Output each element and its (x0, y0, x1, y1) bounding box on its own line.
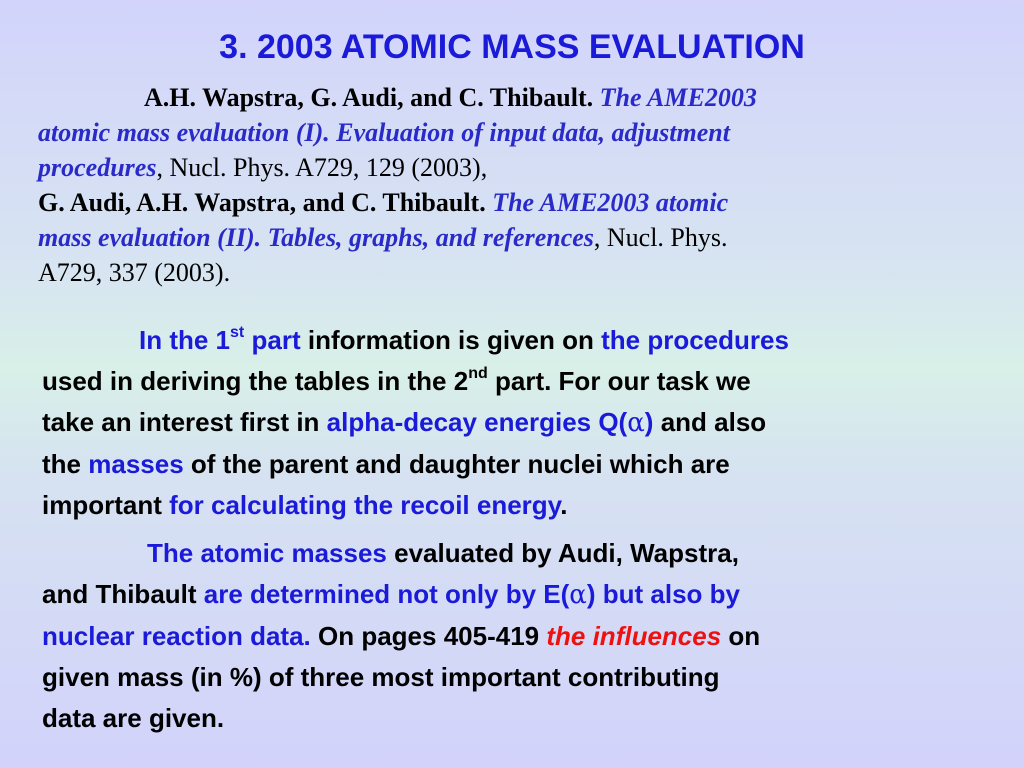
line2-text-b: part. For our task we (494, 366, 751, 396)
given-mass-text: given mass (in %) of three most important contributing (42, 662, 720, 692)
on-text: on (728, 621, 761, 651)
reference-1-end (38, 150, 978, 185)
para1-line-4 (42, 444, 1002, 485)
reference-2-end (38, 255, 978, 290)
superscript-nd: nd (468, 365, 488, 383)
line5-text-a: important (42, 490, 162, 520)
para2-line-5 (42, 698, 1002, 739)
para2-line-3 (42, 616, 1002, 657)
para2-line-1 (42, 533, 1002, 574)
ref2-authors: G. Audi, A.H. Wapstra, and C. Thibault. (38, 188, 486, 217)
ref2-journal-a: , Nucl. Phys. (593, 223, 728, 252)
info-text: information is given on (307, 325, 594, 355)
determined-text (204, 579, 740, 609)
paragraph-2 (42, 533, 1002, 739)
ref1-title-a: The AME2003 (599, 83, 757, 112)
paragraph-1 (42, 320, 1002, 526)
pages-text: On pages 405-419 (318, 621, 540, 651)
para2-line-2 (42, 574, 1002, 616)
influences-text: the influences (546, 621, 722, 651)
first-part-label (139, 325, 301, 355)
procedures-text: the procedures (601, 325, 789, 355)
evaluated-by-text: evaluated by Audi, Wapstra, (394, 538, 739, 568)
line5-period: . (560, 490, 568, 520)
para2-line-4 (42, 657, 1002, 698)
para1-line-2 (42, 361, 1002, 402)
para1-line-5 (42, 485, 1002, 526)
data-given-text: data are given. (42, 703, 225, 733)
ref1-title-c: procedures (38, 153, 157, 182)
reaction-data-text: nuclear reaction data. (42, 621, 311, 651)
reference-1 (38, 80, 978, 115)
line2-text-a: used in deriving the tables in the 2 (42, 366, 469, 396)
ref1-authors: A.H. Wapstra, G. Audi, and C. Thibault. (144, 83, 594, 112)
ref1-journal: , Nucl. Phys. A729, 129 (2003), (156, 153, 488, 182)
ref2-title-b: mass evaluation (II). Tables, graphs, and references (38, 223, 594, 252)
alpha-symbol: α (627, 408, 645, 438)
page-title: 3. 2003 ATOMIC MASS EVALUATION (219, 28, 805, 66)
line4-text-c: of the parent and daughter nuclei which are (190, 449, 730, 479)
alpha-close-paren: ) (644, 407, 654, 437)
first-part-text: In the 1 (139, 325, 231, 355)
thibault-text: and Thibault (42, 579, 197, 609)
references (38, 80, 978, 290)
line4-text-a: the (42, 449, 81, 479)
determined-label: are determined not only by E( (203, 579, 570, 609)
reference-2-cont (38, 220, 978, 255)
alpha-decay-label: alpha-decay energies Q( (326, 407, 628, 437)
ref2-journal-b: A729, 337 (2003). (38, 258, 231, 287)
recoil-energy-text: for calculating the recoil energy (169, 490, 561, 520)
ref1-title-b: atomic mass evaluation (I). Evaluation of input data, adjustment (38, 118, 730, 147)
superscript-st: st (230, 324, 245, 342)
atomic-masses-text: The atomic masses (147, 538, 387, 568)
para1-line-3 (42, 402, 1002, 444)
line3-text-d: and also (660, 407, 767, 437)
part-word: part (251, 325, 301, 355)
masses-text: masses (88, 449, 184, 479)
reference-2 (38, 185, 978, 220)
para1-line-1 (42, 320, 1002, 361)
line3-text-a: take an interest first in (42, 407, 320, 437)
alpha-symbol-2: α (569, 580, 587, 610)
but-also-text: ) but also by (586, 579, 740, 609)
alpha-decay-text (327, 407, 654, 437)
reference-1-cont (38, 115, 978, 150)
ref2-title-a: The AME2003 atomic (492, 188, 729, 217)
